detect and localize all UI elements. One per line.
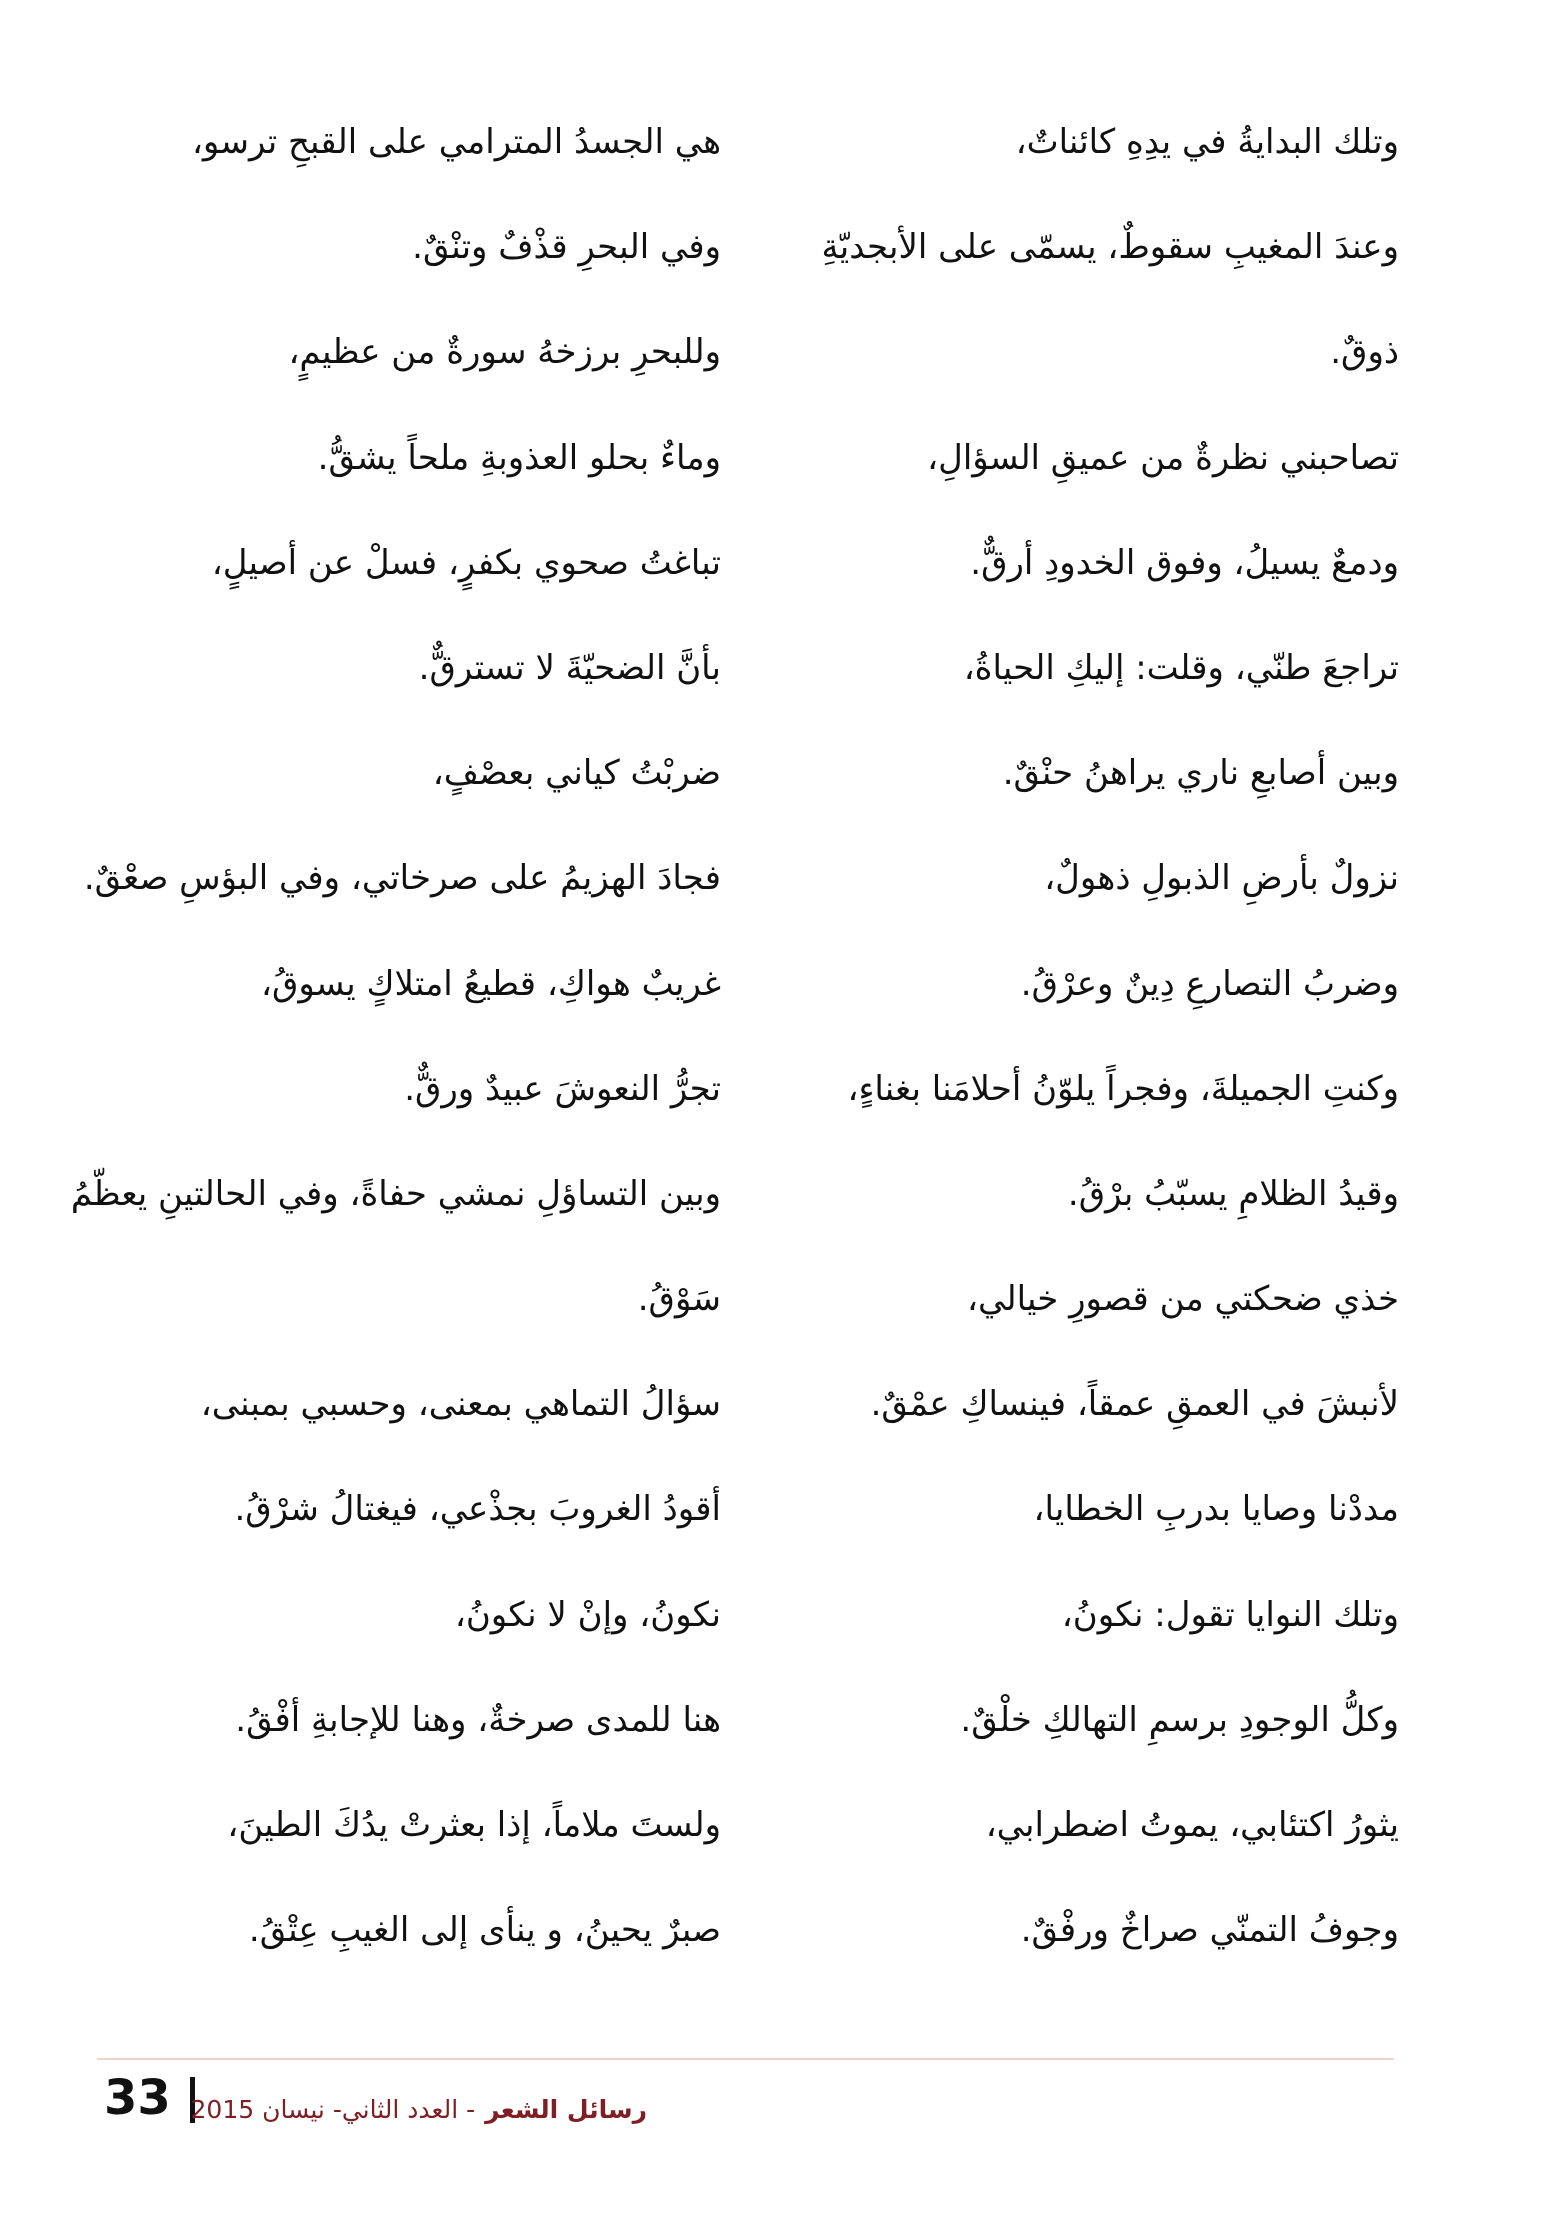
poem-line: وجوفُ التمنّي صراخٌ ورفْقٌ.: [1020, 1910, 1399, 1951]
poem-column-left: [70, 90, 721, 1983]
footer-rule: [97, 2058, 1394, 2060]
poem-line: وعندَ المغيبِ سقوطٌ، يسمّى على الأبجديّةِ: [821, 227, 1399, 268]
poem-line: وللبحرِ برزخهُ سورةٌ من عظيمٍ،: [288, 332, 721, 373]
poem-line: نزولٌ بأرضِ الذبولِ ذهولٌ،: [1044, 858, 1399, 899]
poem-line: وكلُّ الوجودِ برسمِ التهالكِ خلْقٌ.: [960, 1699, 1399, 1740]
issue-info: - العدد الثاني- نيسان 2015: [190, 2095, 476, 2124]
poem-line: بأنَّ الضحيّةَ لا تسترقٌّ.: [418, 647, 721, 688]
poem-line: تصاحبني نظرةٌ من عميقِ السؤالِ،: [927, 437, 1399, 478]
poem-line: وكنتِ الجميلةَ، وفجراً يلوّنُ أحلامَنا بغناءٍ،: [847, 1068, 1399, 1109]
poem-line: ودمعٌ يسيلُ، وفوق الخدودِ أرقٌّ.: [970, 542, 1399, 583]
poem-line: تراجعَ طنّي، وقلت: إليكِ الحياةُ،: [963, 647, 1399, 688]
magazine-name: رسائل الشعر: [485, 2095, 647, 2124]
poem-line: سؤالُ التماهي بمعنى، وحسبي بمبنى،: [200, 1384, 721, 1425]
poem-line: وقيدُ الظلامِ يسبّبُ برْقُ.: [1067, 1173, 1399, 1214]
poem-line: وفي البحرِ قذْفٌ وتنْقٌ.: [412, 227, 721, 268]
poem-line: نكونُ، وإنْ لا نكونُ،: [454, 1594, 721, 1635]
poem-line: لأنبشَ في العمقِ عمقاً، فينساكِ عمْقٌ.: [870, 1384, 1399, 1425]
poem-line: أقودُ الغروبَ بجذْعي، فيغتالُ شرْقُ.: [234, 1489, 721, 1530]
footer-publication-info: [191, 2090, 647, 2130]
poem-line: وبين التساؤلِ نمشي حفاةً، وفي الحالتينِ يعظّمُ: [70, 1173, 721, 1214]
poem-line: تباغتُ صحوي بكفرٍ، فسلْ عن أصيلٍ،: [211, 542, 721, 583]
poem-line: هنا للمدى صرخةٌ، وهنا للإجابةِ أفْقُ.: [235, 1699, 721, 1740]
poem-line: وبين أصابعِ ناري يراهنُ حنْقٌ.: [1002, 753, 1399, 794]
poem-column-right: [779, 90, 1399, 1983]
poem-line: فجادَ الهزيمُ على صرخاتي، وفي البؤسِ صعْقٌ.: [83, 858, 721, 899]
poem-line: وضربُ التصارعِ دِينٌ وعرْقُ.: [1020, 963, 1399, 1004]
poem-line: وتلك البدايةُ في يدِهِ كائناتٌ،: [1015, 122, 1399, 162]
poem-line: مددْنا وصايا بدربِ الخطايا،: [1033, 1489, 1399, 1530]
page-number: 33: [104, 2070, 171, 2126]
poem-line: يثورُ اكتئابي، يموتُ اضطرابي،: [985, 1805, 1399, 1845]
poem-line: ضربْتُ كياني بعصْفٍ،: [432, 753, 721, 794]
poem-line: ذوقٌ.: [1330, 332, 1399, 373]
poem-line: سَوْقُ.: [637, 1279, 721, 1320]
poem-line: وماءٌ بحلو العذوبةِ ملحاً يشقُّ.: [317, 437, 721, 478]
poem-line: ولستَ ملاماً، إذا بعثرتْ يدُكَ الطينَ،: [227, 1805, 721, 1845]
poem-line: صبرٌ يحينُ، و ينأى إلى الغيبِ عِتْقُ.: [248, 1910, 721, 1951]
poem-line: غريبٌ هواكِ، قطيعُ امتلاكٍ يسوقُ،: [261, 963, 721, 1004]
poem-line: هي الجسدُ المترامي على القبحِ ترسو،: [191, 122, 721, 162]
poem-line: تجرُّ النعوشَ عبيدٌ ورقٌّ.: [404, 1068, 721, 1109]
poem-line: وتلك النوايا تقول: نكونُ،: [1061, 1594, 1399, 1635]
poem-line: خذي ضحكتي من قصورِ خيالي،: [966, 1279, 1399, 1320]
